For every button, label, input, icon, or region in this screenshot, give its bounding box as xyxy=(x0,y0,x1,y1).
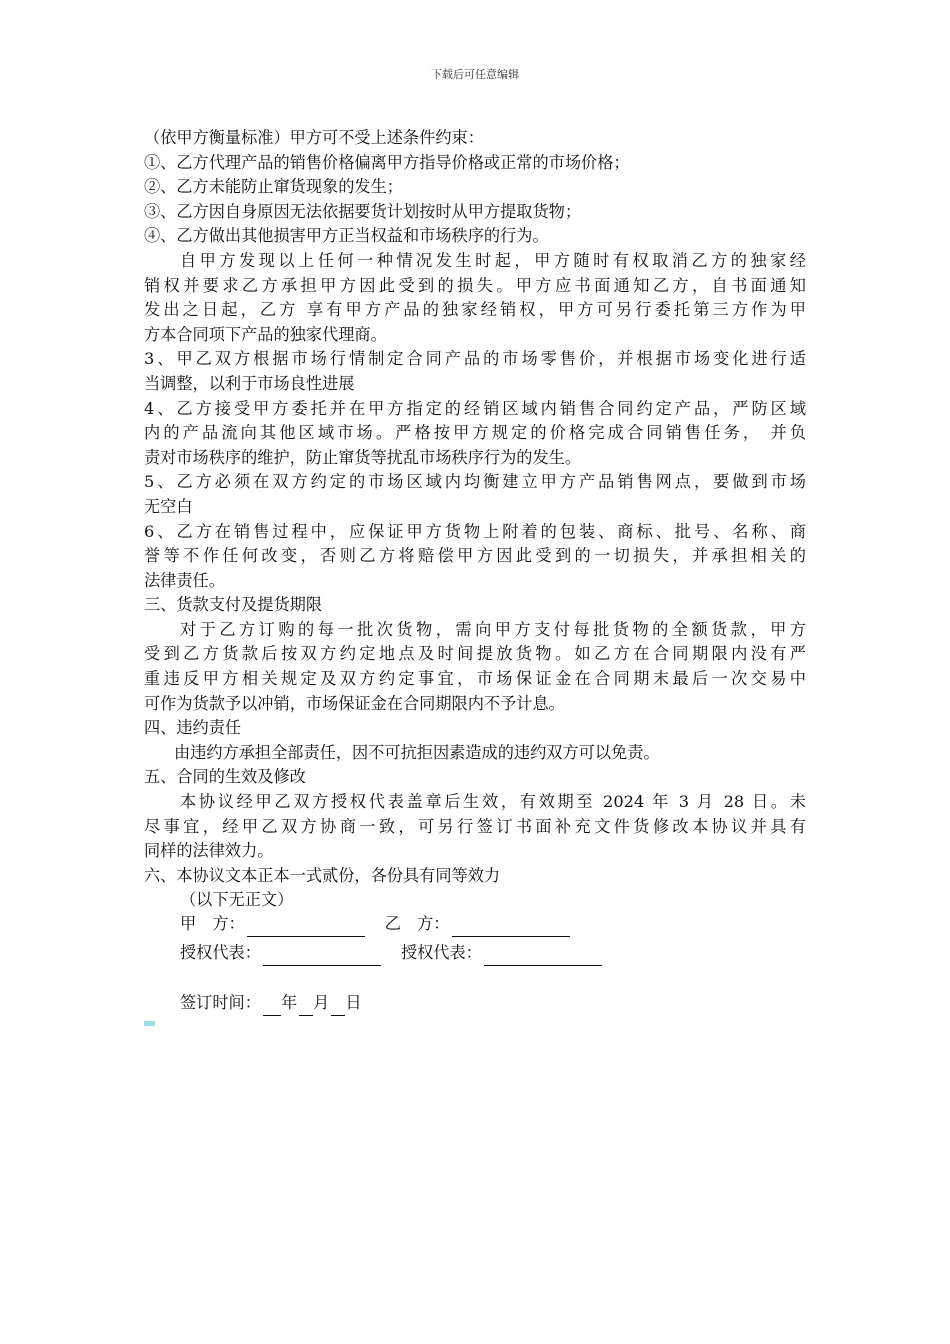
rep-a-blank xyxy=(263,947,381,966)
section-heading: 六、本协议文本正本一式贰份，各份具有同等效力 xyxy=(144,865,501,885)
representative-signature-row xyxy=(144,937,806,966)
paragraph-line: 对于乙方订购的每一批次货物，需向甲方支付每批货物的全额货款，甲方 xyxy=(180,619,806,639)
clause-3: 3、甲乙双方根据市场行情制定合同产品的市场零售价，并根据市场变化进行适 xyxy=(144,349,806,369)
clause-4: 4、乙方接受甲方委托并在甲方指定的经销区域内销售合同约定产品，严防区域 xyxy=(144,398,806,418)
rep-b-signature xyxy=(401,941,602,966)
paragraph-line: 受到乙方货款后按双方约定地点及时间提放货物。如乙方在合同期限内没有严 xyxy=(144,644,806,664)
page-header: 下载后可任意编辑 xyxy=(431,68,519,81)
paragraph-line: 重违反甲方相关规定及双方约定事宜，市场保证金在合同期末最后一次交易中 xyxy=(144,669,806,689)
paragraph-line: 责对市场秩序的维护，防止窜货等扰乱市场秩序行为的发生。 xyxy=(144,447,582,467)
paragraph-line: 尽事宜，经甲乙双方协商一致，可另行签订书面补充文件货修改本协议并具有 xyxy=(144,816,806,836)
no-more-text-note: （以下无正文） xyxy=(180,890,294,910)
clause-6: 6、乙方在销售过程中，应保证甲方货物上附着的包装、商标、批号、名称、商 xyxy=(144,521,806,541)
condition-item: ④、乙方做出其他损害甲方正当权益和市场秩序的行为。 xyxy=(144,226,549,246)
rep-b-blank xyxy=(484,947,602,966)
day-label: 日 xyxy=(345,993,362,1013)
day-blank xyxy=(331,997,345,1016)
paragraph-line: 由违约方承担全部责任，因不可抗拒因素造成的违约双方可以免责。 xyxy=(174,742,660,762)
rep-b-label: 授权代表： xyxy=(400,943,482,963)
paragraph-line: （依甲方衡量标准）甲方可不受上述条件约束： xyxy=(144,128,484,147)
month-blank xyxy=(299,997,313,1016)
section-heading: 四、违约责任 xyxy=(144,718,242,738)
month-label: 月 xyxy=(313,993,330,1013)
section-heading: 五、合同的生效及修改 xyxy=(144,767,306,787)
condition-item: ②、乙方未能防止窜货现象的发生； xyxy=(144,177,403,197)
paragraph-line: 誉等不作任何改变，否则乙方将赔偿甲方因此受到的一切损失，并承担相关的 xyxy=(144,546,806,566)
paragraph-line: 方本合同项下产品的独家代理商。 xyxy=(144,324,387,344)
party-signature-row xyxy=(144,913,806,937)
year-label: 年 xyxy=(280,993,298,1013)
party-a-blank xyxy=(247,918,365,937)
party-a-label: 甲 方： xyxy=(180,914,245,934)
party-b-signature xyxy=(385,912,570,937)
condition-item: ③、乙方因自身原因无法依据要货计划按时从甲方提取货物； xyxy=(144,201,582,221)
paragraph-line: 销权并要求乙方承担甲方因此受到的损失。甲方应书面通知乙方，自书面通知 xyxy=(144,275,806,295)
party-a-signature xyxy=(180,912,365,937)
paragraph-line: 当调整，以利于市场良性进展 xyxy=(144,373,355,393)
contract-body xyxy=(144,126,806,1016)
paragraph-line: 法律责任。 xyxy=(144,570,225,590)
signing-date-label: 签订时间： xyxy=(180,993,261,1013)
paragraph-marker xyxy=(144,1021,155,1026)
year-blank xyxy=(263,997,281,1016)
paragraph-line: 无空白 xyxy=(144,496,193,516)
signing-date-row xyxy=(144,966,806,1016)
party-b-blank xyxy=(452,918,570,937)
clause-5: 5、乙方必须在双方约定的市场区域内均衡建立甲方产品销售网点，要做到市场 xyxy=(144,472,806,492)
paragraph-line: 内的产品流向其他区域市场。严格按甲方规定的价格完成合同销售任务， 并负 xyxy=(144,423,806,443)
rep-a-signature xyxy=(180,941,381,966)
paragraph-line: 可作为货款予以冲销，市场保证金在合同期限内不予计息。 xyxy=(144,693,565,713)
paragraph-line: 本协议经甲乙双方授权代表盖章后生效，有效期至 2024 年 3 月 28 日。未 xyxy=(180,792,806,812)
paragraph-line: 自甲方发现以上任何一种情况发生时起，甲方随时有权取消乙方的独家经 xyxy=(180,250,806,270)
party-b-label: 乙 方： xyxy=(384,914,450,934)
paragraph-line: 同样的法律效力。 xyxy=(144,841,274,861)
condition-item: ①、乙方代理产品的销售价格偏离甲方指导价格或正常的市场价格； xyxy=(144,152,630,172)
rep-a-label: 授权代表： xyxy=(180,943,261,963)
section-heading: 三、货款支付及提货期限 xyxy=(144,595,323,615)
paragraph-line: 发出之日起，乙方 享有甲方产品的独家经销权，甲方可另行委托第三方作为甲 xyxy=(144,300,806,320)
